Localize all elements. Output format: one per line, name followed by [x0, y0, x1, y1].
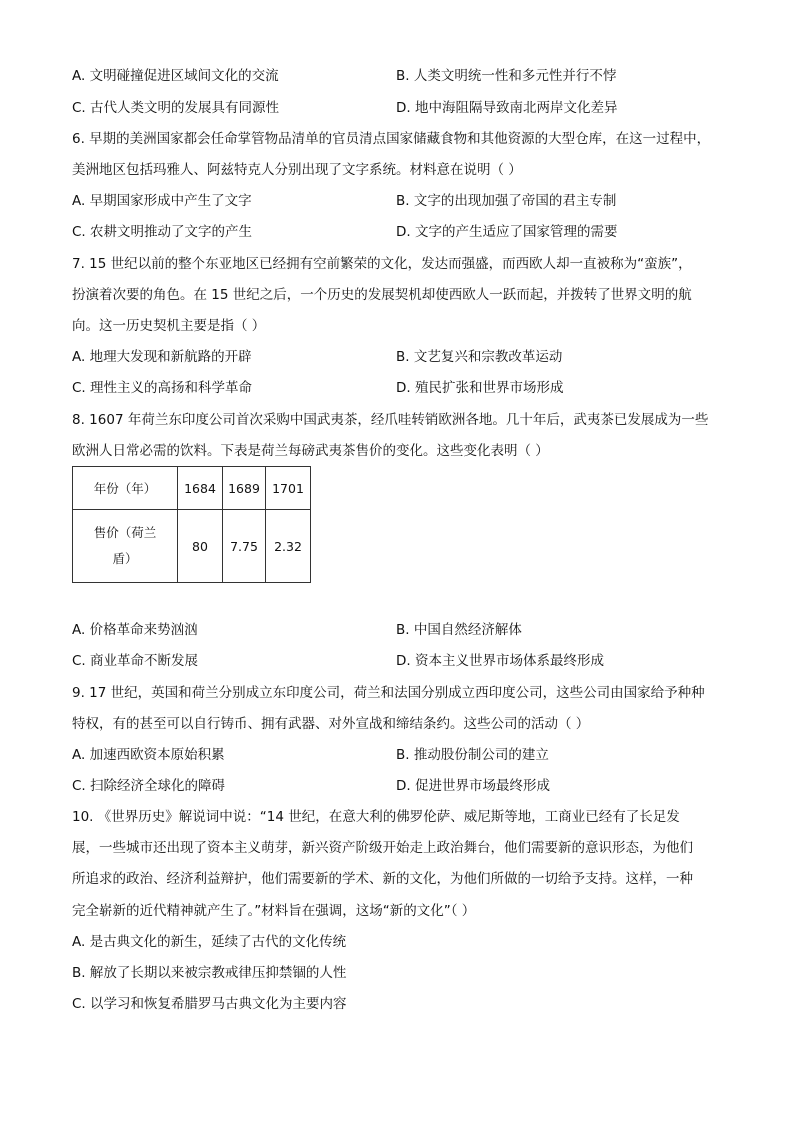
q10-option-a: A. 是古典文化的新生，延续了古代的文化传统 [72, 934, 347, 950]
table-row-years [73, 467, 311, 510]
q7-option-a: A. 地理大发现和新航路的开辟 [72, 349, 252, 365]
price-cell: 2.32 [266, 510, 311, 583]
tea-price-table [72, 466, 311, 583]
year-header-cell: 年份（年） [73, 467, 178, 510]
q10-option-b: B. 解放了长期以来被宗教戒律压抑禁锢的人性 [72, 965, 347, 981]
q9-stem-line-2: 特权，有的甚至可以自行铸币、拥有武器、对外宣战和缔结条约。这些公司的活动（ ） [72, 716, 590, 732]
q8-option-b: B. 中国自然经济解体 [396, 622, 522, 638]
q6-stem-line-2: 美洲地区包括玛雅人、阿兹特克人分别出现了文字系统。材料意在说明（ ） [72, 162, 522, 178]
q7-stem-line-3: 向。这一历史契机主要是指（ ） [72, 318, 266, 334]
q10-stem-line-4: 完全崭新的近代精神就产生了。”材料旨在强调，这场“新的文化”（ ） [72, 903, 476, 919]
q6-option-b: B. 文字的出现加强了帝国的君主专制 [396, 193, 617, 209]
price-cell: 7.75 [223, 510, 266, 583]
year-cell: 1689 [223, 467, 266, 510]
q6-option-c: C. 农耕文明推动了文字的产生 [72, 224, 253, 240]
q7-option-c: C. 理性主义的高扬和科学革命 [72, 380, 253, 396]
q9-option-a: A. 加速西欧资本原始积累 [72, 747, 225, 763]
q10-stem-line-2: 展，一些城市还出现了资本主义萌芽，新兴资产阶级开始走上政治舞台，他们需要新的意识形态，为他们 [72, 840, 693, 856]
q10-option-c: C. 以学习和恢复希腊罗马古典文化为主要内容 [72, 996, 347, 1012]
q6-option-d: D. 文字的产生适应了国家管理的需要 [396, 224, 618, 240]
q5-option-d: D. 地中海阻隔导致南北两岸文化差异 [396, 100, 618, 116]
price-header-line-1: 售价（荷兰 [93, 525, 157, 540]
q6-stem-line-1: 6. 早期的美洲国家都会任命掌管物品清单的官员清点国家储藏食物和其他资源的大型仓库，在这一过程中， [72, 131, 711, 147]
q5-option-a: A. 文明碰撞促进区域间文化的交流 [72, 68, 279, 84]
q9-option-c: C. 扫除经济全球化的障碍 [72, 778, 226, 794]
q7-option-b: B. 文艺复兴和宗教改革运动 [396, 349, 563, 365]
q8-stem-line-1: 8. 1607 年荷兰东印度公司首次采购中国武夷茶，经爪哇转销欧洲各地。几十年后，武夷茶已发展成为一些 [72, 412, 709, 428]
q9-option-b: B. 推动股份制公司的建立 [396, 747, 549, 763]
q6-option-a: A. 早期国家形成中产生了文字 [72, 193, 252, 209]
price-header-line-2: 盾） [112, 551, 138, 566]
price-cell: 80 [178, 510, 223, 583]
q7-option-d: D. 殖民扩张和世界市场形成 [396, 380, 564, 396]
table-row-prices [73, 510, 311, 583]
year-cell: 1701 [266, 467, 311, 510]
year-cell: 1684 [178, 467, 223, 510]
q8-stem-line-2: 欧洲人日常必需的饮料。下表是荷兰每磅武夷茶售价的变化。这些变化表明（ ） [72, 443, 549, 459]
q10-stem-line-1: 10. 《世界历史》解说词中说：“14 世纪，在意大利的佛罗伦萨、威尼斯等地，工商业已经有了长足发 [72, 809, 680, 825]
q7-stem-line-1: 7. 15 世纪以前的整个东亚地区已经拥有空前繁荣的文化，发达而强盛，而西欧人却一直被称为“蛮族”， [72, 256, 692, 272]
q8-option-a: A. 价格革命来势汹汹 [72, 622, 198, 638]
q8-option-d: D. 资本主义世界市场体系最终形成 [396, 653, 604, 669]
q8-option-c: C. 商业革命不断发展 [72, 653, 199, 669]
q5-option-c: C. 古代人类文明的发展具有同源性 [72, 100, 280, 116]
q9-stem-line-1: 9. 17 世纪，英国和荷兰分别成立东印度公司，荷兰和法国分别成立西印度公司，这些公司由国家给予种种 [72, 685, 705, 701]
q10-stem-line-3: 所追求的政治、经济利益辩护，他们需要新的学术、新的文化，为他们所做的一切给予支持。这样，一种 [72, 871, 693, 887]
price-header-cell [73, 510, 178, 583]
q9-option-d: D. 促进世界市场最终形成 [396, 778, 550, 794]
q7-stem-line-2: 扮演着次要的角色。在 15 世纪之后，一个历史的发展契机却使西欧人一跃而起，并拨转了世界文明的航 [72, 287, 692, 303]
q5-option-b: B. 人类文明统一性和多元性并行不悖 [396, 68, 617, 84]
